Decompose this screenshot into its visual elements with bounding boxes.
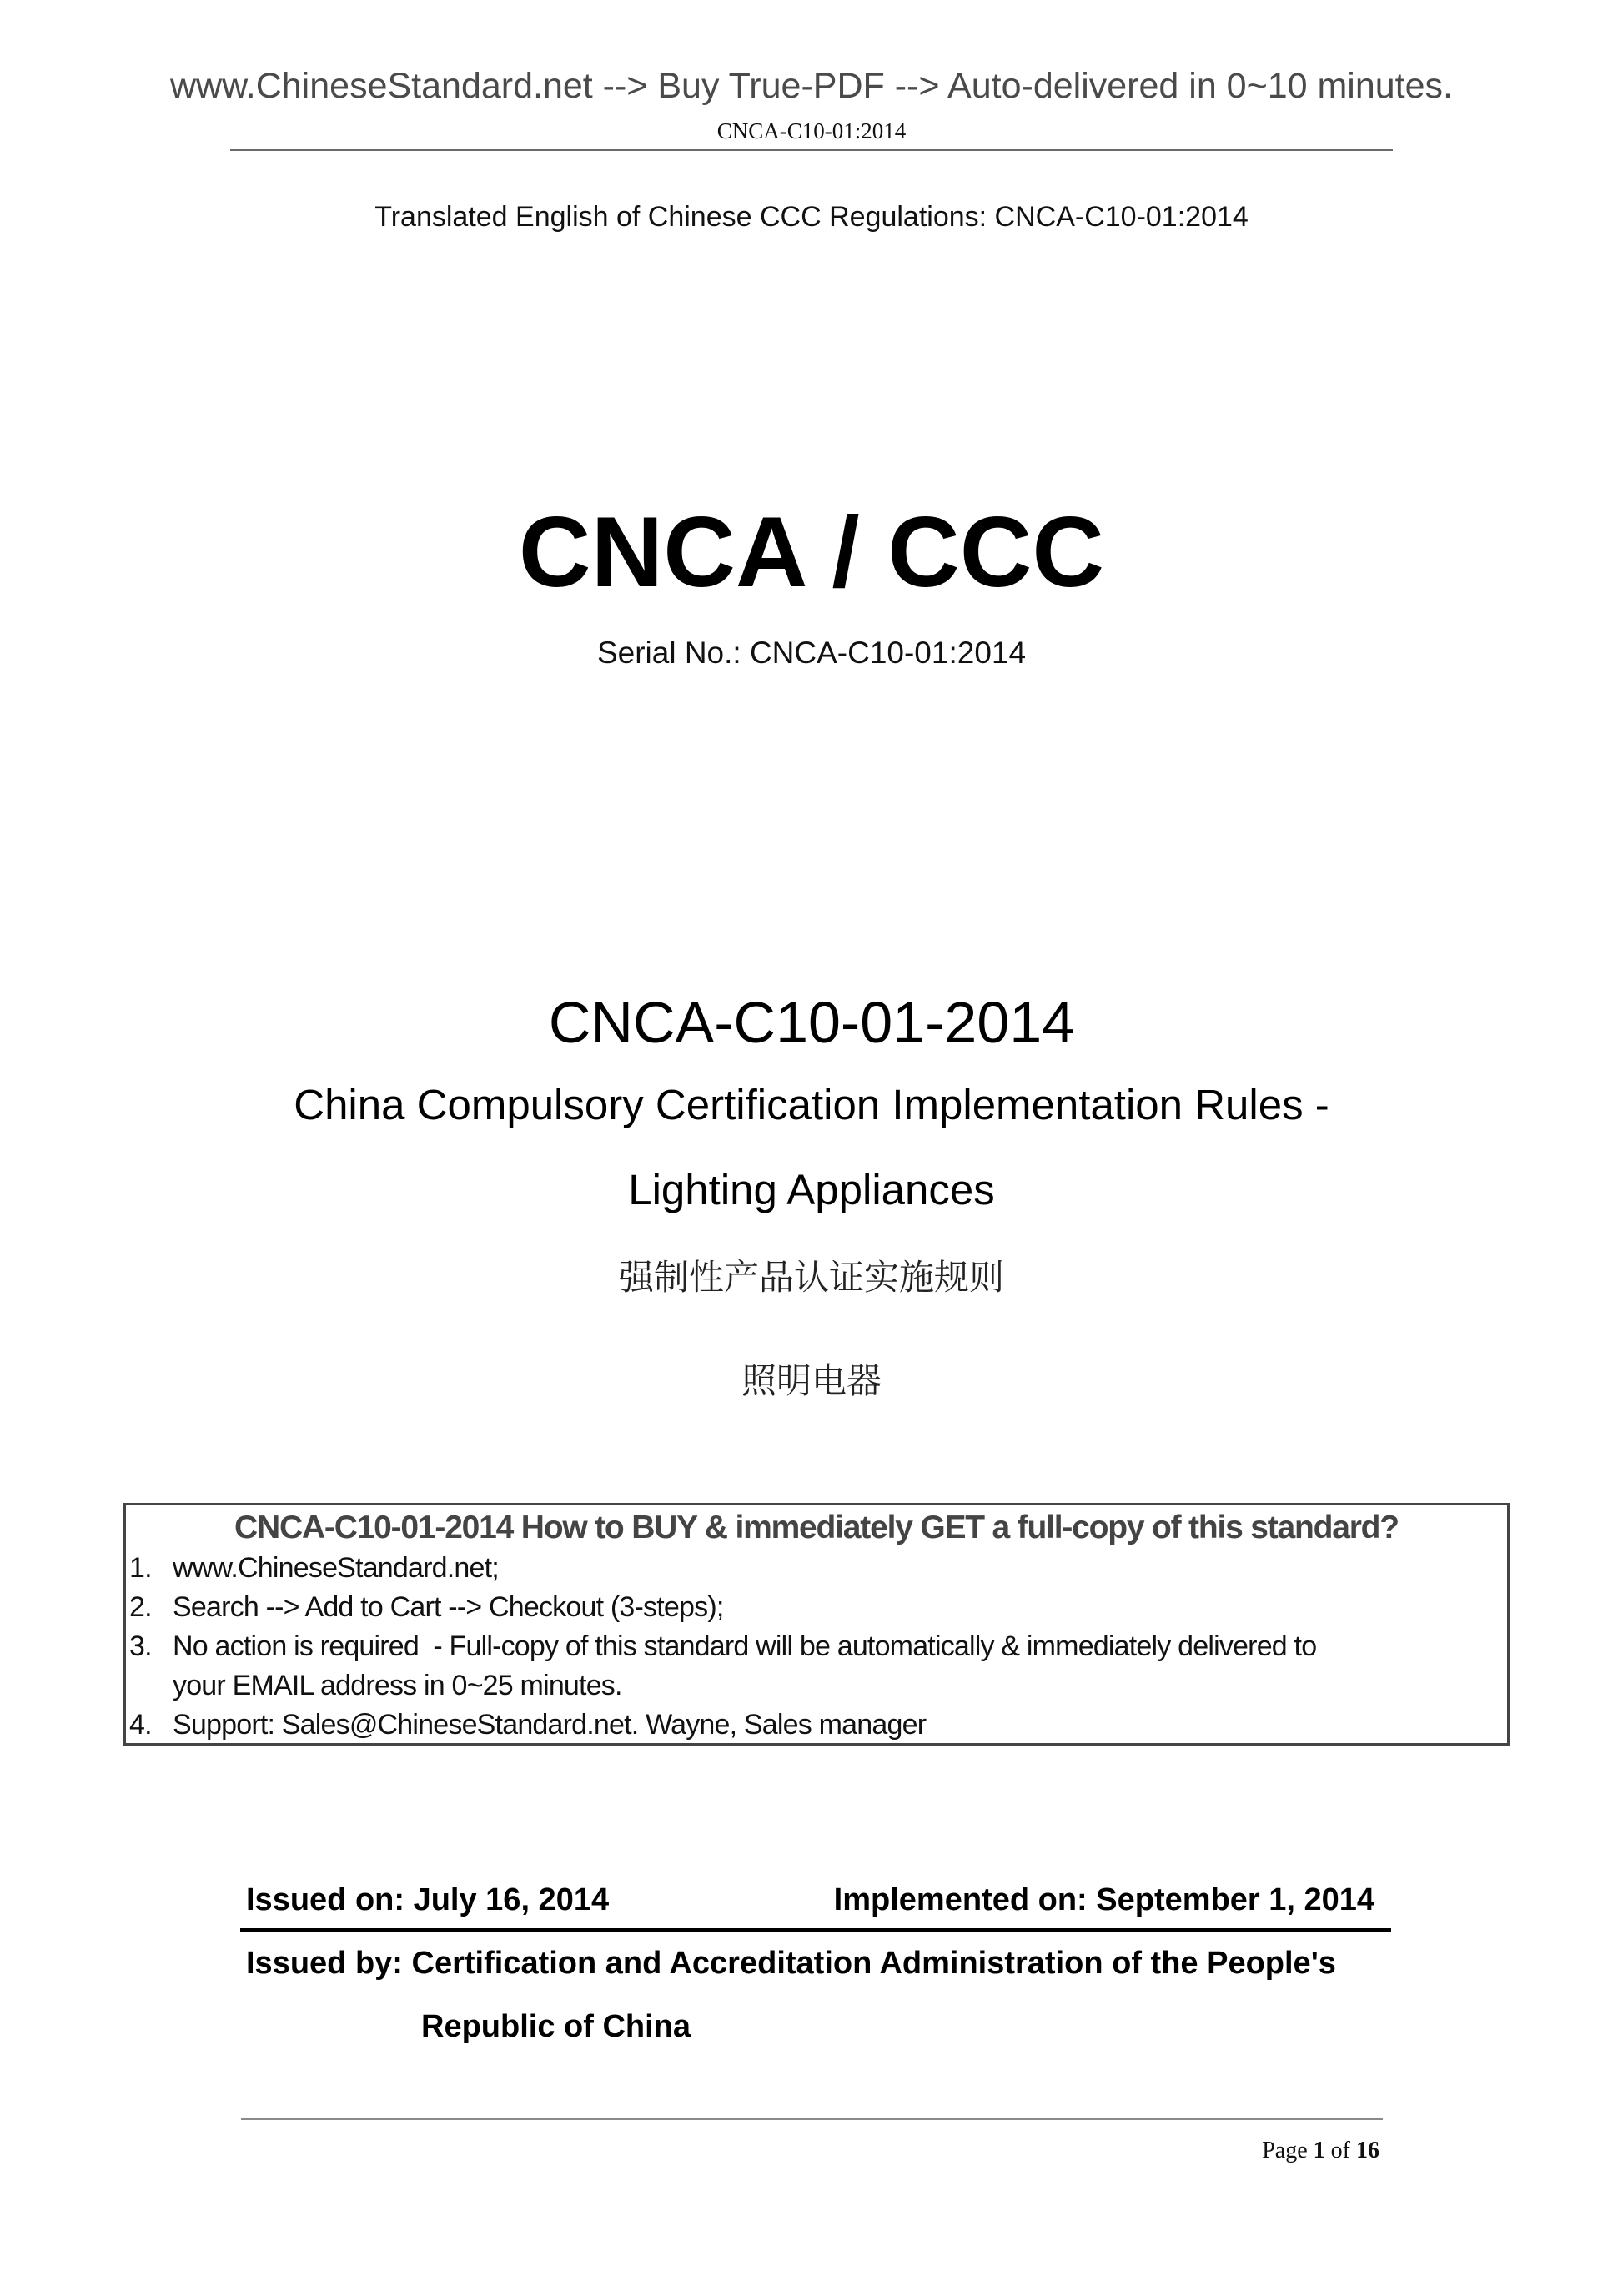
list-item-number: 2. [129, 1591, 152, 1623]
list-item-text: No action is required - Full-copy of this standard will be automatically & immediately delivered to [173, 1630, 1317, 1662]
list-item-number: 4. [129, 1709, 152, 1741]
list-item [126, 1627, 1316, 1666]
purchase-info-box [123, 1503, 1510, 1746]
page-number [1262, 2137, 1379, 2165]
list-item-number [126, 1666, 173, 1706]
issue-divider [240, 1928, 1391, 1932]
translated-title: Translated English of Chinese CCC Regulations: CNCA-C10-01:2014 [374, 201, 1249, 233]
issuer-name: Certification and Accreditation Administration of the People's [411, 1946, 1336, 1981]
running-header: CNCA-C10-01:2014 [716, 118, 907, 143]
list-item-number: 1. [129, 1552, 152, 1584]
page-current: 1 [1313, 2138, 1325, 2163]
list-item-continuation [126, 1666, 1316, 1706]
footer-divider [241, 2118, 1383, 2120]
chinese-title-line-2: 照明电器 [741, 1360, 882, 1401]
issued-by-label: Issued by: [246, 1946, 403, 1981]
website-link[interactable]: www.ChineseStandard.net; [173, 1552, 499, 1584]
issued-by-line-1 [246, 1945, 1336, 1982]
site-banner-link[interactable]: www.ChineseStandard.net --> Buy True-PDF --> Auto-delivered in 0~10 minutes. [169, 66, 1453, 106]
page-of: of [1330, 2138, 1350, 2163]
purchase-steps-list [126, 1549, 1316, 1745]
list-item [126, 1706, 1316, 1745]
english-title-line-2: Lighting Appliances [628, 1166, 995, 1213]
purchase-box-title: CNCA-C10-01-2014 How to BUY & immediately GET a full-copy of this standard? [234, 1510, 1399, 1545]
serial-number: Serial No.: CNCA-C10-01:2014 [596, 636, 1027, 670]
list-item-number: 3. [129, 1630, 152, 1662]
issued-by-line-2: Republic of China [421, 2009, 691, 2044]
english-title-line-1: China Compulsory Certification Implementation Rules - [294, 1081, 1329, 1128]
list-item-text: your EMAIL address in 0~25 minutes. [173, 1670, 622, 1701]
list-item [126, 1549, 1316, 1588]
chinese-title-line-1: 强制性产品认证实施规则 [618, 1257, 1004, 1298]
support-email-link[interactable]: Support: Sales@ChineseStandard.net. Wayne, Sales manager [173, 1709, 927, 1741]
list-item-text: Search --> Add to Cart --> Checkout (3-steps); [173, 1591, 724, 1623]
page-prefix: Page [1262, 2138, 1308, 2163]
cover-main-title: CNCA / CCC [518, 496, 1105, 608]
list-item [126, 1588, 1316, 1627]
page-total: 16 [1356, 2138, 1379, 2163]
implemented-on-date: Implemented on: September 1, 2014 [833, 1882, 1374, 1917]
standard-code: CNCA-C10-01-2014 [548, 990, 1075, 1055]
issued-on-date: Issued on: July 16, 2014 [246, 1882, 610, 1917]
header-divider [230, 149, 1393, 151]
